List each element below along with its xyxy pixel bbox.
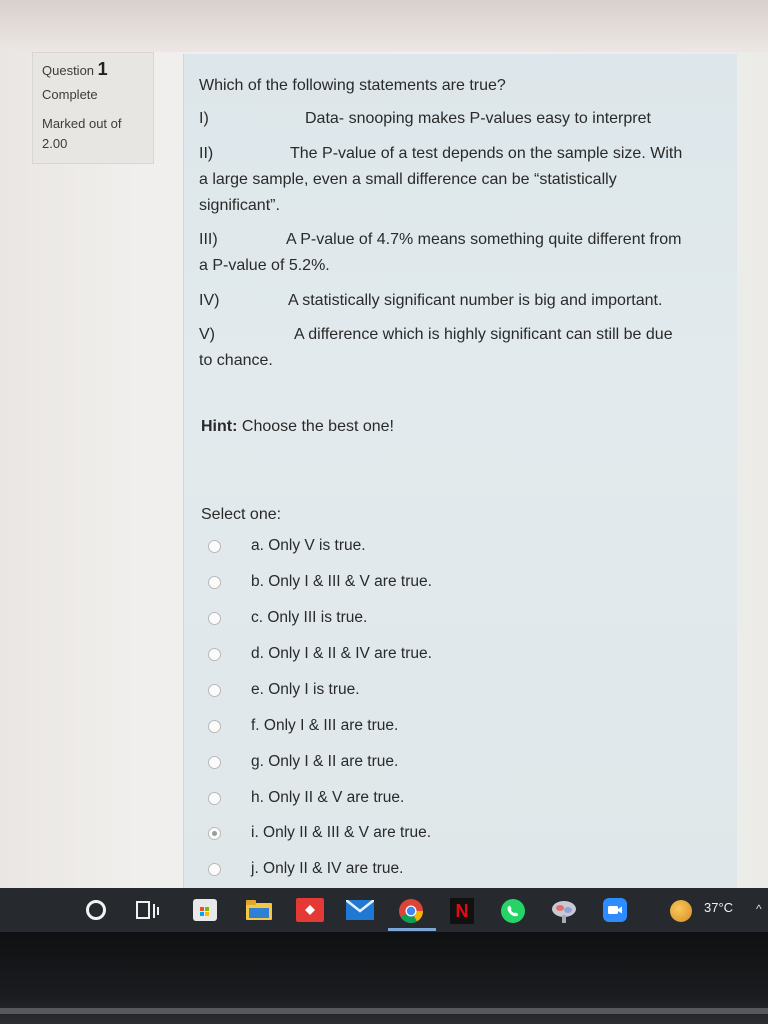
option-label[interactable]: a. Only V is true. bbox=[251, 537, 366, 554]
hint-text: Choose the best one! bbox=[237, 418, 394, 435]
statement-1 bbox=[199, 106, 729, 132]
radio-button[interactable] bbox=[208, 648, 221, 661]
question-state: Complete bbox=[42, 87, 98, 102]
select-one-prompt: Select one: bbox=[201, 506, 282, 523]
question-formulation bbox=[183, 54, 737, 888]
tray-chevron-icon[interactable]: ^ bbox=[756, 902, 762, 916]
monitor-bottom-bezel bbox=[0, 932, 768, 1024]
statement-number: III) bbox=[199, 231, 218, 248]
answer-option-b[interactable] bbox=[208, 570, 432, 594]
zoom-icon[interactable] bbox=[603, 898, 627, 922]
statement-text: A P-value of 4.7% means something quite different from bbox=[286, 231, 682, 248]
answer-option-e[interactable] bbox=[208, 678, 360, 702]
option-label[interactable]: j. Only II & IV are true. bbox=[251, 860, 404, 877]
radio-button[interactable] bbox=[208, 792, 221, 805]
question-number-line bbox=[42, 59, 144, 80]
monitor-top-bezel bbox=[0, 0, 768, 52]
statement-4 bbox=[199, 288, 729, 314]
option-label[interactable]: g. Only I & II are true. bbox=[251, 753, 399, 770]
answer-option-c[interactable] bbox=[208, 606, 367, 630]
option-label[interactable]: b. Only I & III & V are true. bbox=[251, 573, 432, 590]
statement-3 bbox=[199, 227, 729, 279]
active-app-indicator bbox=[388, 928, 436, 931]
hint-label: Hint: bbox=[201, 418, 238, 435]
hint bbox=[201, 418, 394, 436]
store-icon[interactable] bbox=[193, 899, 217, 921]
statement-text: A difference which is highly significant can still be due bbox=[294, 326, 673, 343]
anydesk-icon[interactable] bbox=[296, 898, 324, 922]
radio-button[interactable] bbox=[208, 612, 221, 625]
option-label[interactable]: i. Only II & III & V are true. bbox=[251, 824, 432, 841]
statement-2 bbox=[199, 141, 729, 219]
answer-option-i[interactable] bbox=[208, 821, 431, 845]
answer-option-f[interactable] bbox=[208, 714, 398, 738]
statement-continuation: a large sample, even a small difference can be “statistically significant”. bbox=[199, 171, 617, 214]
option-label[interactable]: f. Only I & III are true. bbox=[251, 717, 399, 734]
radio-button[interactable] bbox=[208, 756, 221, 769]
statement-number: II) bbox=[199, 145, 214, 162]
answer-option-a[interactable] bbox=[208, 534, 366, 558]
task-view-icon[interactable] bbox=[136, 899, 158, 921]
statement-5 bbox=[199, 322, 729, 374]
statement-number: I) bbox=[199, 110, 209, 127]
radio-button[interactable] bbox=[208, 684, 221, 697]
answer-option-g[interactable] bbox=[208, 750, 398, 774]
option-label[interactable]: h. Only II & V are true. bbox=[251, 789, 405, 806]
mail-icon[interactable] bbox=[346, 900, 374, 920]
weather-icon[interactable] bbox=[670, 900, 692, 922]
file-explorer-icon[interactable] bbox=[246, 900, 272, 920]
radio-button[interactable] bbox=[208, 576, 221, 589]
quiz-page bbox=[0, 52, 768, 888]
statement-text: A statistically significant number is big and important. bbox=[288, 292, 663, 309]
radio-button[interactable] bbox=[208, 540, 221, 553]
netflix-letter: N bbox=[455, 900, 469, 921]
statement-number: V) bbox=[199, 326, 215, 343]
statement-continuation: to chance. bbox=[199, 352, 273, 369]
answer-option-h[interactable] bbox=[208, 786, 404, 810]
statement-text: Data- snooping makes P-values easy to interpret bbox=[305, 110, 651, 127]
start-circle-icon[interactable] bbox=[86, 900, 106, 920]
brain-app-icon[interactable] bbox=[550, 898, 578, 924]
radio-button[interactable] bbox=[208, 720, 221, 733]
max-mark: 2.00 bbox=[42, 136, 68, 151]
option-label[interactable]: c. Only III is true. bbox=[251, 609, 368, 626]
windows-taskbar bbox=[0, 888, 768, 932]
question-label: Question bbox=[42, 63, 95, 78]
temperature[interactable]: 37°C bbox=[704, 900, 734, 915]
statement-text: The P-value of a test depends on the sample size. With bbox=[290, 145, 683, 162]
whatsapp-icon[interactable] bbox=[500, 898, 526, 924]
question-number: 1 bbox=[97, 59, 108, 79]
answer-option-d[interactable] bbox=[208, 642, 432, 666]
chrome-icon[interactable] bbox=[398, 898, 424, 924]
option-label[interactable]: e. Only I is true. bbox=[251, 681, 360, 698]
question-stem: Which of the following statements are true? bbox=[199, 77, 506, 94]
question-info-box bbox=[32, 52, 154, 164]
monitor-edge bbox=[0, 1008, 768, 1014]
statement-continuation: a P-value of 5.2%. bbox=[199, 257, 330, 274]
netflix-icon[interactable] bbox=[450, 898, 474, 924]
option-label[interactable]: d. Only I & II & IV are true. bbox=[251, 645, 432, 662]
marked-out-of-label: Marked out of bbox=[42, 116, 122, 131]
radio-button[interactable] bbox=[208, 863, 221, 876]
answer-option-j[interactable] bbox=[208, 857, 403, 881]
marked-out-of bbox=[42, 114, 144, 154]
statement-number: IV) bbox=[199, 292, 220, 309]
radio-button[interactable] bbox=[208, 827, 221, 840]
